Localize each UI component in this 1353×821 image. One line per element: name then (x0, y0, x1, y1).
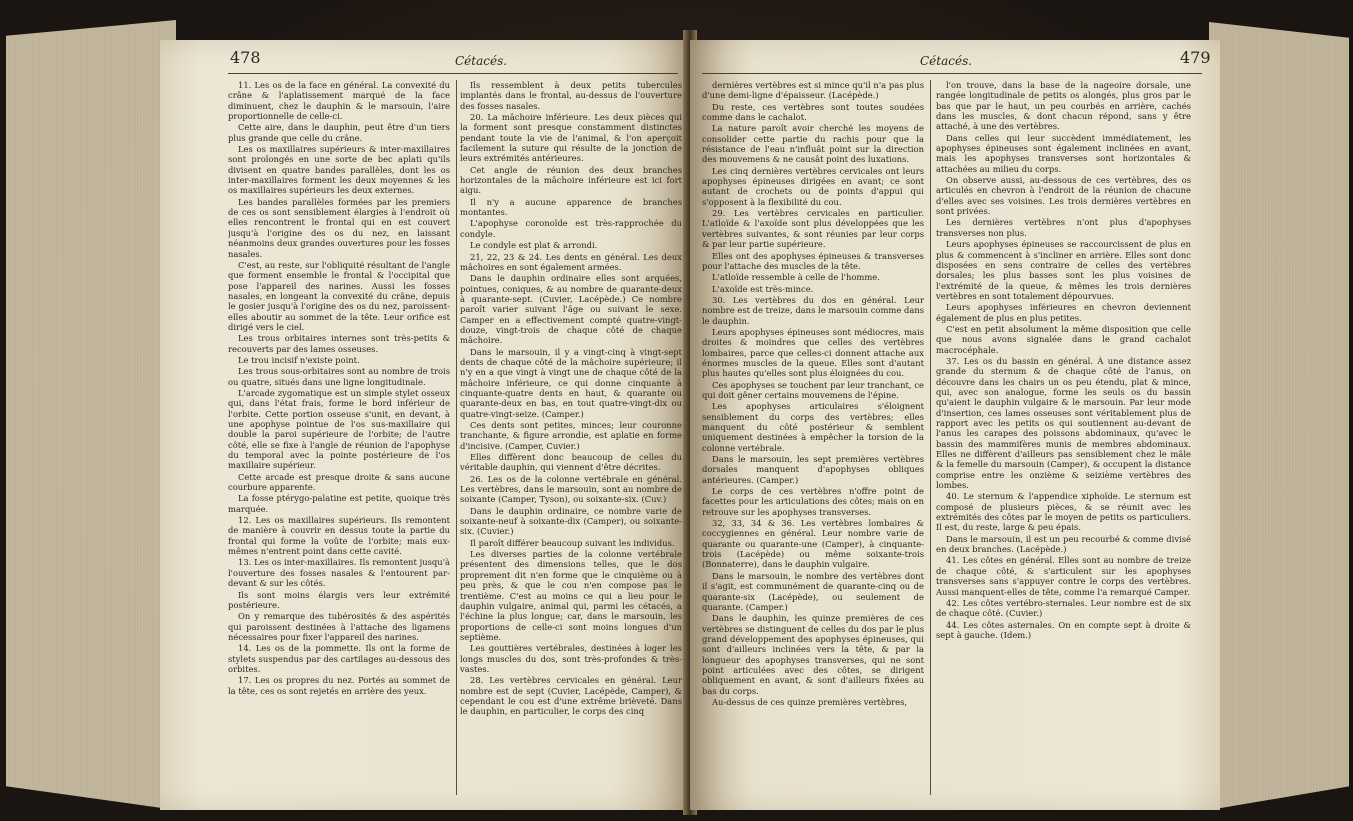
paragraph: Les trous orbitaires internes sont très-petits & recouverts par des lames osseuses. (228, 333, 450, 354)
paragraph: 28. Les vertèbres cervicales en général. Leur nombre est de sept (Cuvier, Lacépède, Camper), & cependant le cou est d'une extrême brièveté. Dans le dauphin, en particulier, le corps des cinq (460, 675, 682, 717)
paragraph: L'atloïde ressemble à celle de l'homme. (712, 272, 880, 283)
right-page (690, 40, 1220, 810)
paragraph: 40. Le sternum & l'appendice xiphoïde. Le sternum est composé de plusieurs pièces, & se réunit avec les extrémités des côtes par le moyen de petits os particuliers. Il est, du reste, large & peu épais. (936, 491, 1191, 533)
paragraph: Elles ont des apophyses épineuses & transverses pour l'attache des muscles de la tête. (702, 250, 924, 271)
left-fore-edge (6, 20, 176, 810)
paragraph: Dans le dauphin ordinaire, ce nombre varie de soixante-neuf à soixante-dix (Camper), ou soixante-six. (Cuvier.) (460, 505, 682, 537)
paragraph: La fosse ptérygo-palatine est petite, quoique très marquée. (228, 493, 450, 514)
paragraph: L'arcade zygomatique est un simple stylet osseux qui, dans l'état frais, forme le bord inférieur de l'orbite. Cette portion osseuse s'unit, en devant, à une apophyse pointue de l'os sus-maxillaire qui double la paroi supérieure de l'orbite; de l'autre côté, elle se fixe à l'angle de réunion de l'apophyse du temporal avec la pointe postérieure de l'os maxillaire supérieur. (228, 387, 450, 471)
paragraph: 30. Les vertèbres du dos en général. Leur nombre est de treize, dans le marsouin comme dans le dauphin. (702, 294, 924, 326)
paragraph: Les gouttières vertébrales, destinées à loger les longs muscles du dos, sont très-profondes & très-vastes. (460, 643, 682, 674)
paragraph: Le corps de ces vertèbres n'offre point de facettes pour les articulations des côtes; mais on en retrouve sur les apophyses transverses. (702, 486, 924, 517)
paragraph: 44. Les côtes asternales. On en compte sept à droite & sept à gauche. (Idem.) (936, 619, 1191, 640)
paragraph: Leurs apophyses inférieures en chevron deviennent également de plus en plus petites. (936, 302, 1191, 323)
paragraph: Il n'y a aucune apparence de branches montantes. (460, 196, 682, 218)
paragraph: Au-dessus de ces quinze premières vertèbres, (712, 696, 908, 707)
paragraph: Dans le dauphin ordinaire elles sont arquées, pointues, coniques, & au nombre de quarante-deux à quarante-sept. (Cuvier, Lacépède.) Ce nombre paroît varier suivant l'âge ou suivant le sexe. Camper en a effectivement compté quatre-vingt-douze, vingt-trois de chaque côté de chaque mâchoire. (460, 273, 682, 346)
paragraph: Dans le dauphin, les quinze premières de ces vertèbres se distinguent de celles du dos par le plus grand développement des apophyses épineuses, qui sont d'ailleurs inclinées vers la tête, & par la longueur des apophyses transverses, qui ne sont point articulées avec des côtes, se dirigent obliquement en avant, & sont d'ailleurs fixées au bas du corps. (702, 613, 924, 696)
paragraph: Ils sont moins élargis vers leur extrémité postérieure. (228, 589, 450, 610)
paragraph: 37. Les os du bassin en général. À une distance assez grande du sternum & de chaque côté de l'anus, on découvre dans les chairs un os peu étendu, plat & mince, qui, avec son analogue, forme les seuls os du bassin qu'aient le dauphin vulgaire & le marsouin. Par leur mode d'insertion, ces lames osseuses sont véritablement plus de rapport avec les petits os qui soutiennent au-devant de l'anus les carapes des poissons abdominaux, qu'avec le bassin des mammifères munis de membres abdominaux. Elles ne diffèrent d'ailleurs pas sensiblement chez le mâle & la femelle du marsouin (Camper), & occupent la distance comprise entre les onzième & seizième vertèbres des lombes. (936, 355, 1191, 491)
paragraph: Les diverses parties de la colonne vertébrale présentent des dimensions telles, que le dos proprement dit n'en forme que le cinquième ou à peu près, & que le cou n'en compose pas le trentième. C'est au moins ce qui a lieu pour le dauphin vulgaire, animal qui, parmi les cétacés, a l'échine la plus longue; car, dans le marsouin, les proportions de celle-ci sont moins longues d'un septième. (460, 549, 682, 642)
paragraph: Dans le marsouin, il est un peu recourbé & comme divisé en deux branches. (Lacépède.) (936, 533, 1191, 555)
paragraph: Dans le marsouin, le nombre des vertèbres dont il s'agit, est communément de quarante-cinq ou de quarante-six (Lacépède), ou seulement de quarante. (Camper.) (702, 570, 924, 612)
paragraph: Les trous sous-orbitaires sont au nombre de trois ou quatre, situés dans une ligne longitudinale. (228, 366, 450, 387)
paragraph: C'est en petit absolument la même disposition que celle que nous avons signalée dans le grand cachalot macrocéphale. (936, 323, 1191, 355)
paragraph: 41. Les côtes en général. Elles sont au nombre de treize de chaque côté, & s'articulent sur les apophyses transverses sans s'appuyer contre le corps des vertèbres. Aussi manquent-elles de tête, comme l'a remarqué Camper. (936, 555, 1191, 597)
left-header-rule (228, 73, 678, 74)
paragraph: Dans le marsouin, les sept premières vertèbres dorsales manquent d'apophyses obliques antérieures. (Camper.) (702, 454, 924, 485)
paragraph: 29. Les vertèbres cervicales en particulier. L'atloïde & l'axoïde sont plus développées que les vertèbres suivantes, & sont réunies par leur corps & par leur partie supérieure. (702, 208, 924, 250)
paragraph: l'on trouve, dans la base de la nageoire dorsale, une rangée longitudinale de petits os alongés, plus gros par le bas que par le haut, un peu courbés en arrière, cachés dans les muscles, & dont chacun répond, sans y être attaché, à une des vertèbres. (936, 80, 1191, 132)
paragraph: On y remarque des tubérosités & des aspérités qui paroissent destinées à l'attache des ligamens nécessaires pour fixer l'appareil des narines. (228, 611, 450, 642)
paragraph: 12. Les os maxillaires supérieurs. Ils remontent de manière à couvrir en dessus toute la partie du frontal qui forme la voûte de l'orbite; mais eux-mêmes n'entrent point dans cette cavité. (228, 515, 450, 557)
paragraph: dernières vertèbres est si mince qu'il n'a pas plus d'une demi-ligne d'épaisseur. (Lacépède.) (702, 80, 924, 101)
paragraph: Cette arcade est presque droite & sans aucune courbure apparente. (228, 471, 450, 493)
paragraph: Leurs apophyses épineuses se raccourcissent de plus en plus & commencent à s'incliner en arrière. Elles sont donc disposées en sens contraire de celles des vertèbres dorsales; les plus basses sont les plus voisines de l'extrémité de la queue, & mêmes les trois dernières vertèbres en sont totalement dépourvues. (936, 239, 1191, 301)
paragraph: Cette aire, dans le dauphin, peut être d'un tiers plus grande que celle du crâne. (228, 122, 450, 143)
left-page-number: 478 (230, 48, 261, 67)
paragraph: 13. Les os inter-maxillaires. Ils remontent jusqu'à l'ouverture des fosses nasales & l'entourent par-devant & sur les côtés. (228, 557, 450, 589)
paragraph: 17. Les os propres du nez. Portés au sommet de la tête, ces os sont rejetés en arrière des yeux. (228, 675, 450, 696)
paragraph: 42. Les côtes vertébro-sternales. Leur nombre est de six de chaque côté. (Cuvier.) (936, 597, 1191, 619)
paragraph: Ces dents sont petites, minces; leur couronne tranchante, & figure arrondie, est aplatie en forme d'incisive. (Camper, Cuvier.) (460, 420, 682, 451)
left-column-divider (456, 80, 457, 795)
paragraph: Dans le marsouin, il y a vingt-cinq à vingt-sept dents de chaque côté de la mâchoire supérieure; il n'y en a que vingt à vingt une de chaque côté de la mâchoire inférieure, ce qui donne cinquante à cinquante-quatre dents en haut, & quarante ou quarante-deux en bas, en tout quatre-vingt-dix ou quatre-vingt-seize. (Camper.) (460, 346, 682, 419)
left-running-head: Cétacés. (455, 54, 508, 68)
paragraph: On observe aussi, au-dessous de ces vertèbres, des os articulés en chevron à l'endroit de la réunion de chacune d'elles avec ses voisines. Les trois dernières vertèbres en sont privées. (936, 175, 1191, 217)
paragraph: Les os maxillaires supérieurs & inter-maxillaires sont prolongés en une sorte de bec aplati qu'ils divisent en quatre bandes parallèles, dont les os inter-maxillaires forment les deux moyennes & les os maxillaires supérieurs les deux externes. (228, 144, 450, 196)
paragraph: Les dernières vertèbres n'ont plus d'apophyses transverses non plus. (936, 217, 1191, 238)
paragraph: La nature paroît avoir cherché les moyens de consolider cette partie du rachis pour que la résistance de l'eau n'influât point sur la direction des mouvemens & ne causât point des luxations. (702, 123, 924, 165)
paragraph: 11. Les os de la face en général. La convexité du crâne & l'aplatissement marqué de la face diminuent, chez le dauphin & le marsouin, l'aire proportionnelle de celle-ci. (228, 80, 450, 122)
paragraph: Du reste, ces vertèbres sont toutes soudées comme dans le cachalot. (702, 101, 924, 123)
right-header-rule (702, 73, 1202, 74)
right-column-divider (930, 80, 931, 795)
left-column-1 (228, 80, 450, 795)
paragraph: Dans celles qui leur succèdent immédiatement, les apophyses épineuses sont également inclinées en avant, mais les apophyses transverses sont horizontales & attachées au milieu du corps. (936, 132, 1191, 174)
right-page-number: 479 (1180, 48, 1211, 67)
paragraph: 20. La mâchoire inférieure. Les deux pièces qui la forment sont presque constamment distinctes pendant toute la vie de l'animal, & l'on aperçoit facilement la suture qui résulte de la jonction de leurs extrémités antérieures. (460, 112, 682, 164)
paragraph: 26. Les os de la colonne vertébrale en général. Les vertèbres, dans le marsouin, sont au nombre de soixante (Camper, Tyson), ou soixante-six. (Cuv.) (460, 473, 682, 505)
paragraph: L'axoïde est très-mince. (712, 283, 814, 294)
paragraph: Il paroît différer beaucoup suivant les individus. (470, 537, 675, 548)
right-running-head: Cétacés. (920, 54, 973, 68)
right-column-2 (936, 80, 1191, 795)
paragraph: Les cinq dernières vertèbres cervicales ont leurs apophyses épineuses dirigées en avant; ce sont autant de crochets ou de points d'appui qui s'opposent à la flexibilité du cou. (702, 165, 924, 207)
paragraph: Cet angle de réunion des deux branches horizontales de la mâchoire inférieure est ici fort aigu. (460, 164, 682, 196)
left-page (160, 40, 690, 810)
paragraph: Le trou incisif n'existe point. (238, 354, 360, 365)
paragraph: 14. Les os de la pommette. Ils ont la forme de stylets suspendus par des cartilages au-dessous des orbites. (228, 643, 450, 674)
paragraph: 32, 33, 34 & 36. Les vertèbres lombaires & coccygiennes en général. Leur nombre varie de quarante ou quarante-une (Camper), à cinquante-trois (Lacépède) ou même soixante-trois (Bonnaterre), dans le dauphin vulgaire. (702, 518, 924, 570)
paragraph: L'apophyse coronoïde est très-rapprochée du condyle. (460, 218, 682, 239)
paragraph: C'est, au reste, sur l'obliquité résultant de l'angle que forment ensemble le frontal & l'occipital que pose l'appareil des narines. Aussi les fosses nasales, en longeant la convexité du crâne, depuis le gosier jusqu'à l'origine des os du nez, paroissent-elles aboutir au sommet de la tête. Leur orifice est dirigé vers le ciel. (228, 259, 450, 332)
right-column-1 (702, 80, 924, 795)
paragraph: Elles diffèrent donc beaucoup de celles du véritable dauphin, qui viennent d'être décrites. (460, 452, 682, 473)
paragraph: Ces apophyses se touchent par leur tranchant, ce qui doit gêner certains mouvemens de l'épine. (702, 379, 924, 400)
paragraph: Leurs apophyses épineuses sont médiocres, mais droites & moindres que celles des vertèbres lombaires, parce que celles-ci donnent attache aux énormes muscles de la queue. Elles sont d'autant plus hautes qu'elles sont plus éloignées du cou. (702, 326, 924, 379)
paragraph: 21, 22, 23 & 24. Les dents en général. Les deux mâchoires en sont également armées. (460, 251, 682, 272)
paragraph: Les bandes parallèles formées par les premiers de ces os sont sensiblement élargies à l'endroit où elles rencontrent le frontal qui en est couvert jusqu'à l'origine des os du nez, en laissant néanmoins deux grandes ouvertures pour les fosses nasales. (228, 196, 450, 259)
left-column-2 (460, 80, 682, 795)
paragraph: Les apophyses articulaires s'éloignent sensiblement du corps des vertèbres; elles manquent du côté postérieur & semblent uniquement destinées à empêcher la torsion de la colonne vertébrale. (702, 401, 924, 453)
paragraph: Le condyle est plat & arrondi. (470, 240, 598, 251)
paragraph: Ils ressemblent à deux petits tubercules implantés dans le frontal, au-dessus de l'ouverture des fosses nasales. (460, 80, 682, 111)
right-fore-edge (1209, 22, 1349, 810)
